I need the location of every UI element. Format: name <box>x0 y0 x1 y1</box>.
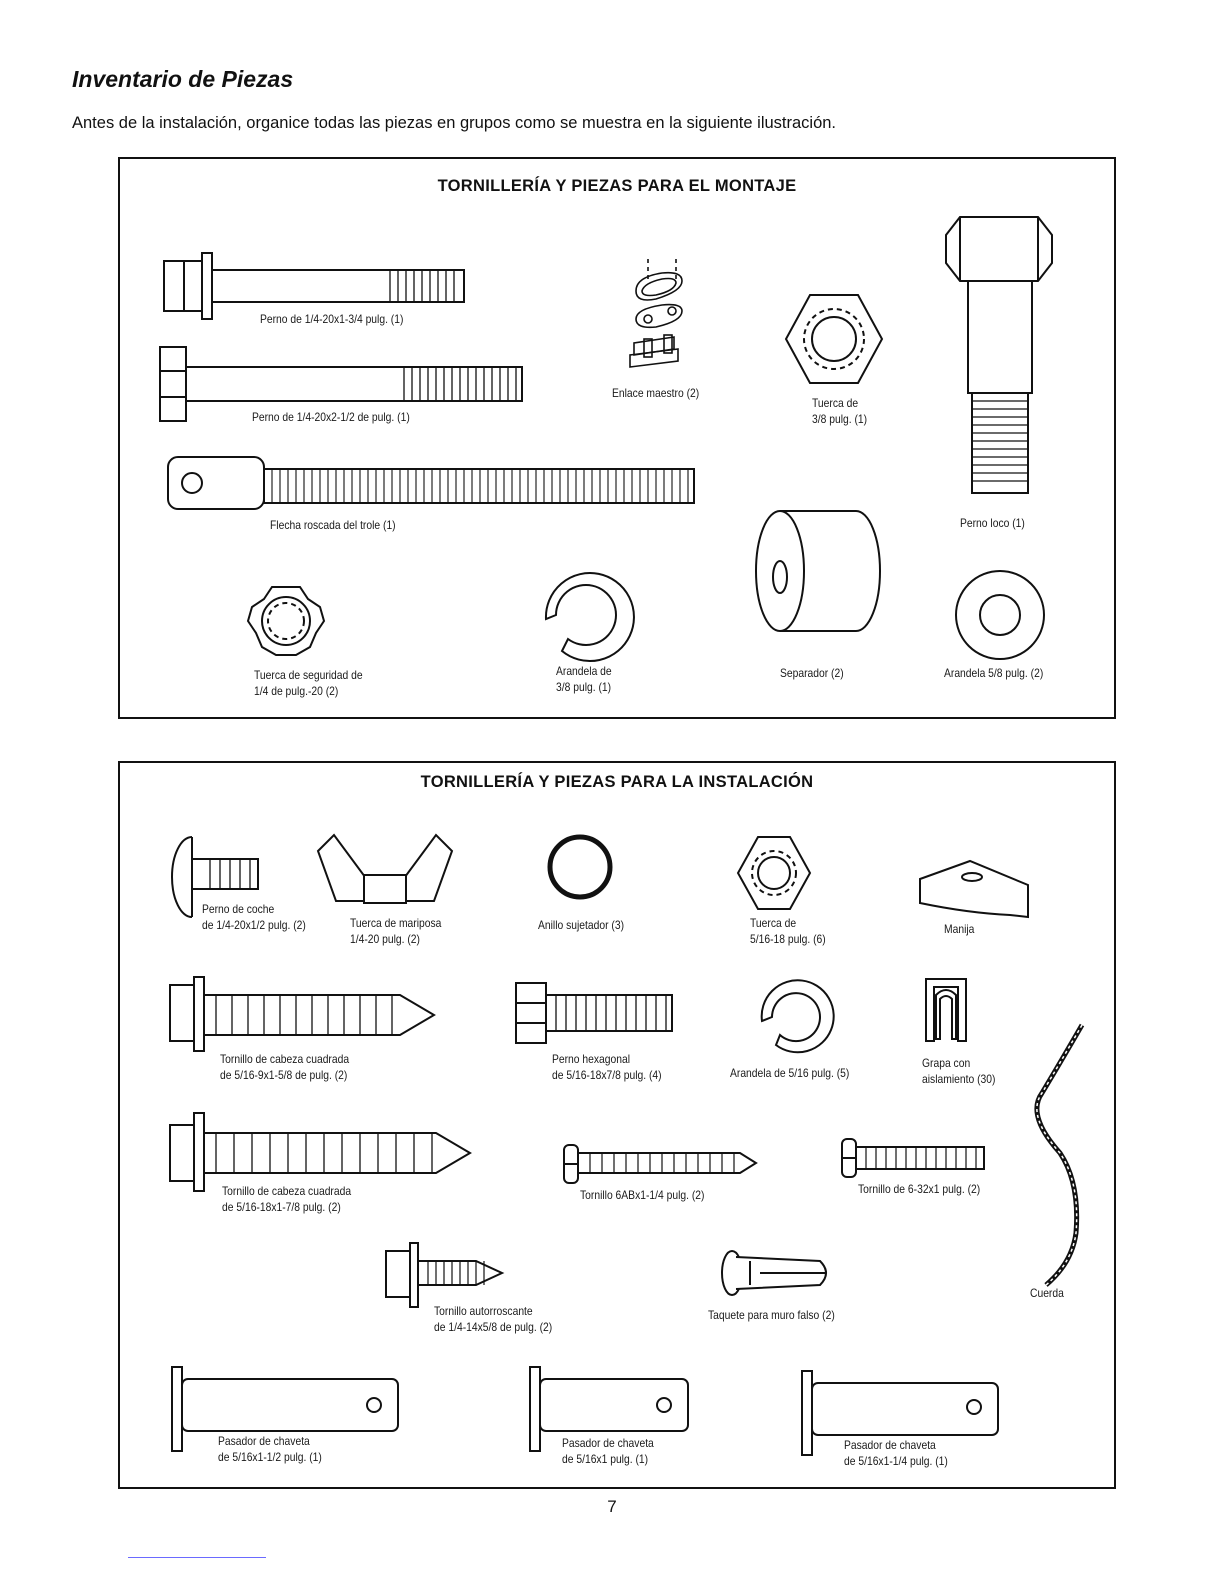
label-drywall-anchor: Taquete para muro falso (2) <box>708 1308 835 1322</box>
screw-6-32-icon <box>842 1139 984 1177</box>
screw-6ab-icon <box>564 1145 756 1183</box>
hex-bolt-5-16-icon <box>516 983 672 1043</box>
bolt-1-3-4-icon <box>164 253 464 319</box>
label-nut-3-8: Tuerca de 3/8 pulg. (1) <box>812 396 868 426</box>
hex-nut-5-16-icon <box>738 837 810 909</box>
insulated-staple-icon <box>926 979 966 1041</box>
label-screw-6ab: Tornillo 6ABx1-1/4 pulg. (2) <box>580 1188 705 1202</box>
label-clevis-pin-1: Pasador de chaveta de 5/16x1 pulg. (1) <box>562 1436 654 1466</box>
hex-nut-3-8-icon <box>786 295 882 383</box>
lag-screw-1-5-8-icon <box>170 977 434 1051</box>
idler-bolt-icon <box>946 217 1052 493</box>
trolley-threaded-shaft-icon <box>168 457 694 509</box>
label-lag-screw-1-7-8: Tornillo de cabeza cuadrada de 5/16-18x1-7/8 pulg. (2) <box>222 1184 352 1214</box>
label-wing-nut: Tuerca de mariposa 1/4-20 pulg. (2) <box>350 916 442 946</box>
label-idler-bolt: Perno loco (1) <box>960 516 1025 530</box>
label-insulated-staple: Grapa con aislamiento (30) <box>922 1056 996 1086</box>
installation-illustrations <box>120 763 1118 1491</box>
intro-text: Antes de la instalación, organice todas las piezas en grupos como se muestra en la siguiente ilustración. <box>72 114 837 132</box>
label-nut-5-16: Tuerca de 5/16-18 pulg. (6) <box>750 916 826 946</box>
page-number: 7 <box>607 1497 617 1516</box>
label-spacer: Separador (2) <box>780 666 844 680</box>
mounting-hardware-panel <box>118 157 1116 719</box>
handle-icon <box>920 861 1028 917</box>
self-tapping-screw-icon <box>386 1243 502 1307</box>
wing-nut-icon <box>318 835 452 903</box>
retaining-ring-icon <box>550 837 610 897</box>
drywall-anchor-icon <box>722 1251 826 1295</box>
label-lock-washer-3-8: Arandela de 3/8 pulg. (1) <box>556 664 612 694</box>
label-trolley-shaft: Flecha roscada del trole (1) <box>270 518 396 532</box>
label-bolt-1-3-4: Perno de 1/4-20x1-3/4 pulg. (1) <box>260 312 404 326</box>
lock-washer-3-8-icon <box>546 573 634 661</box>
installation-hardware-panel <box>118 761 1116 1489</box>
label-clevis-pin-1-1-4: Pasador de chaveta de 5/16x1-1/4 pulg. (1) <box>844 1438 948 1468</box>
mounting-illustrations <box>120 159 1118 721</box>
label-handle: Manija <box>944 922 975 936</box>
lock-nut-icon <box>248 587 324 655</box>
label-washer-5-8: Arandela 5/8 pulg. (2) <box>944 666 1044 680</box>
spacer-icon <box>756 511 880 631</box>
label-bolt-2-1-2: Perno de 1/4-20x2-1/2 de pulg. (1) <box>252 410 410 424</box>
installation-heading: TORNILLERÍA Y PIEZAS PARA LA INSTALACIÓN <box>420 773 814 791</box>
label-master-link: Enlace maestro (2) <box>612 386 700 400</box>
label-carriage-bolt: Perno de coche de 1/4-20x1/2 pulg. (2) <box>202 902 306 932</box>
mounting-heading: TORNILLERÍA Y PIEZAS PARA EL MONTAJE <box>437 177 797 195</box>
label-self-tapping-screw: Tornillo autorroscante de 1/4-14x5/8 de pulg. (2) <box>434 1304 553 1334</box>
label-hex-bolt: Perno hexagonal de 5/16-18x7/8 pulg. (4) <box>552 1052 662 1082</box>
page-title: Inventario de Piezas <box>72 66 294 92</box>
label-clevis-pin-1-1-2: Pasador de chaveta de 5/16x1-1/2 pulg. (1) <box>218 1434 322 1464</box>
label-rope: Cuerda <box>1030 1286 1064 1300</box>
label-lock-washer-5-16: Arandela de 5/16 pulg. (5) <box>730 1066 850 1080</box>
label-retaining-ring: Anillo sujetador (3) <box>538 918 625 932</box>
washer-5-8-icon <box>956 571 1044 659</box>
label-lag-screw-1-5-8: Tornillo de cabeza cuadrada de 5/16-9x1-5/8 de pulg. (2) <box>220 1052 350 1082</box>
lag-screw-1-7-8-icon <box>170 1113 470 1191</box>
label-screw-6-32: Tornillo de 6-32x1 pulg. (2) <box>858 1182 981 1196</box>
master-link-icon <box>630 259 682 367</box>
label-lock-nut: Tuerca de seguridad de 1/4 de pulg.-20 (2) <box>254 668 363 698</box>
lock-washer-5-16-icon <box>762 980 834 1052</box>
footer-rule <box>128 1557 266 1558</box>
rope-icon <box>1037 1025 1082 1285</box>
